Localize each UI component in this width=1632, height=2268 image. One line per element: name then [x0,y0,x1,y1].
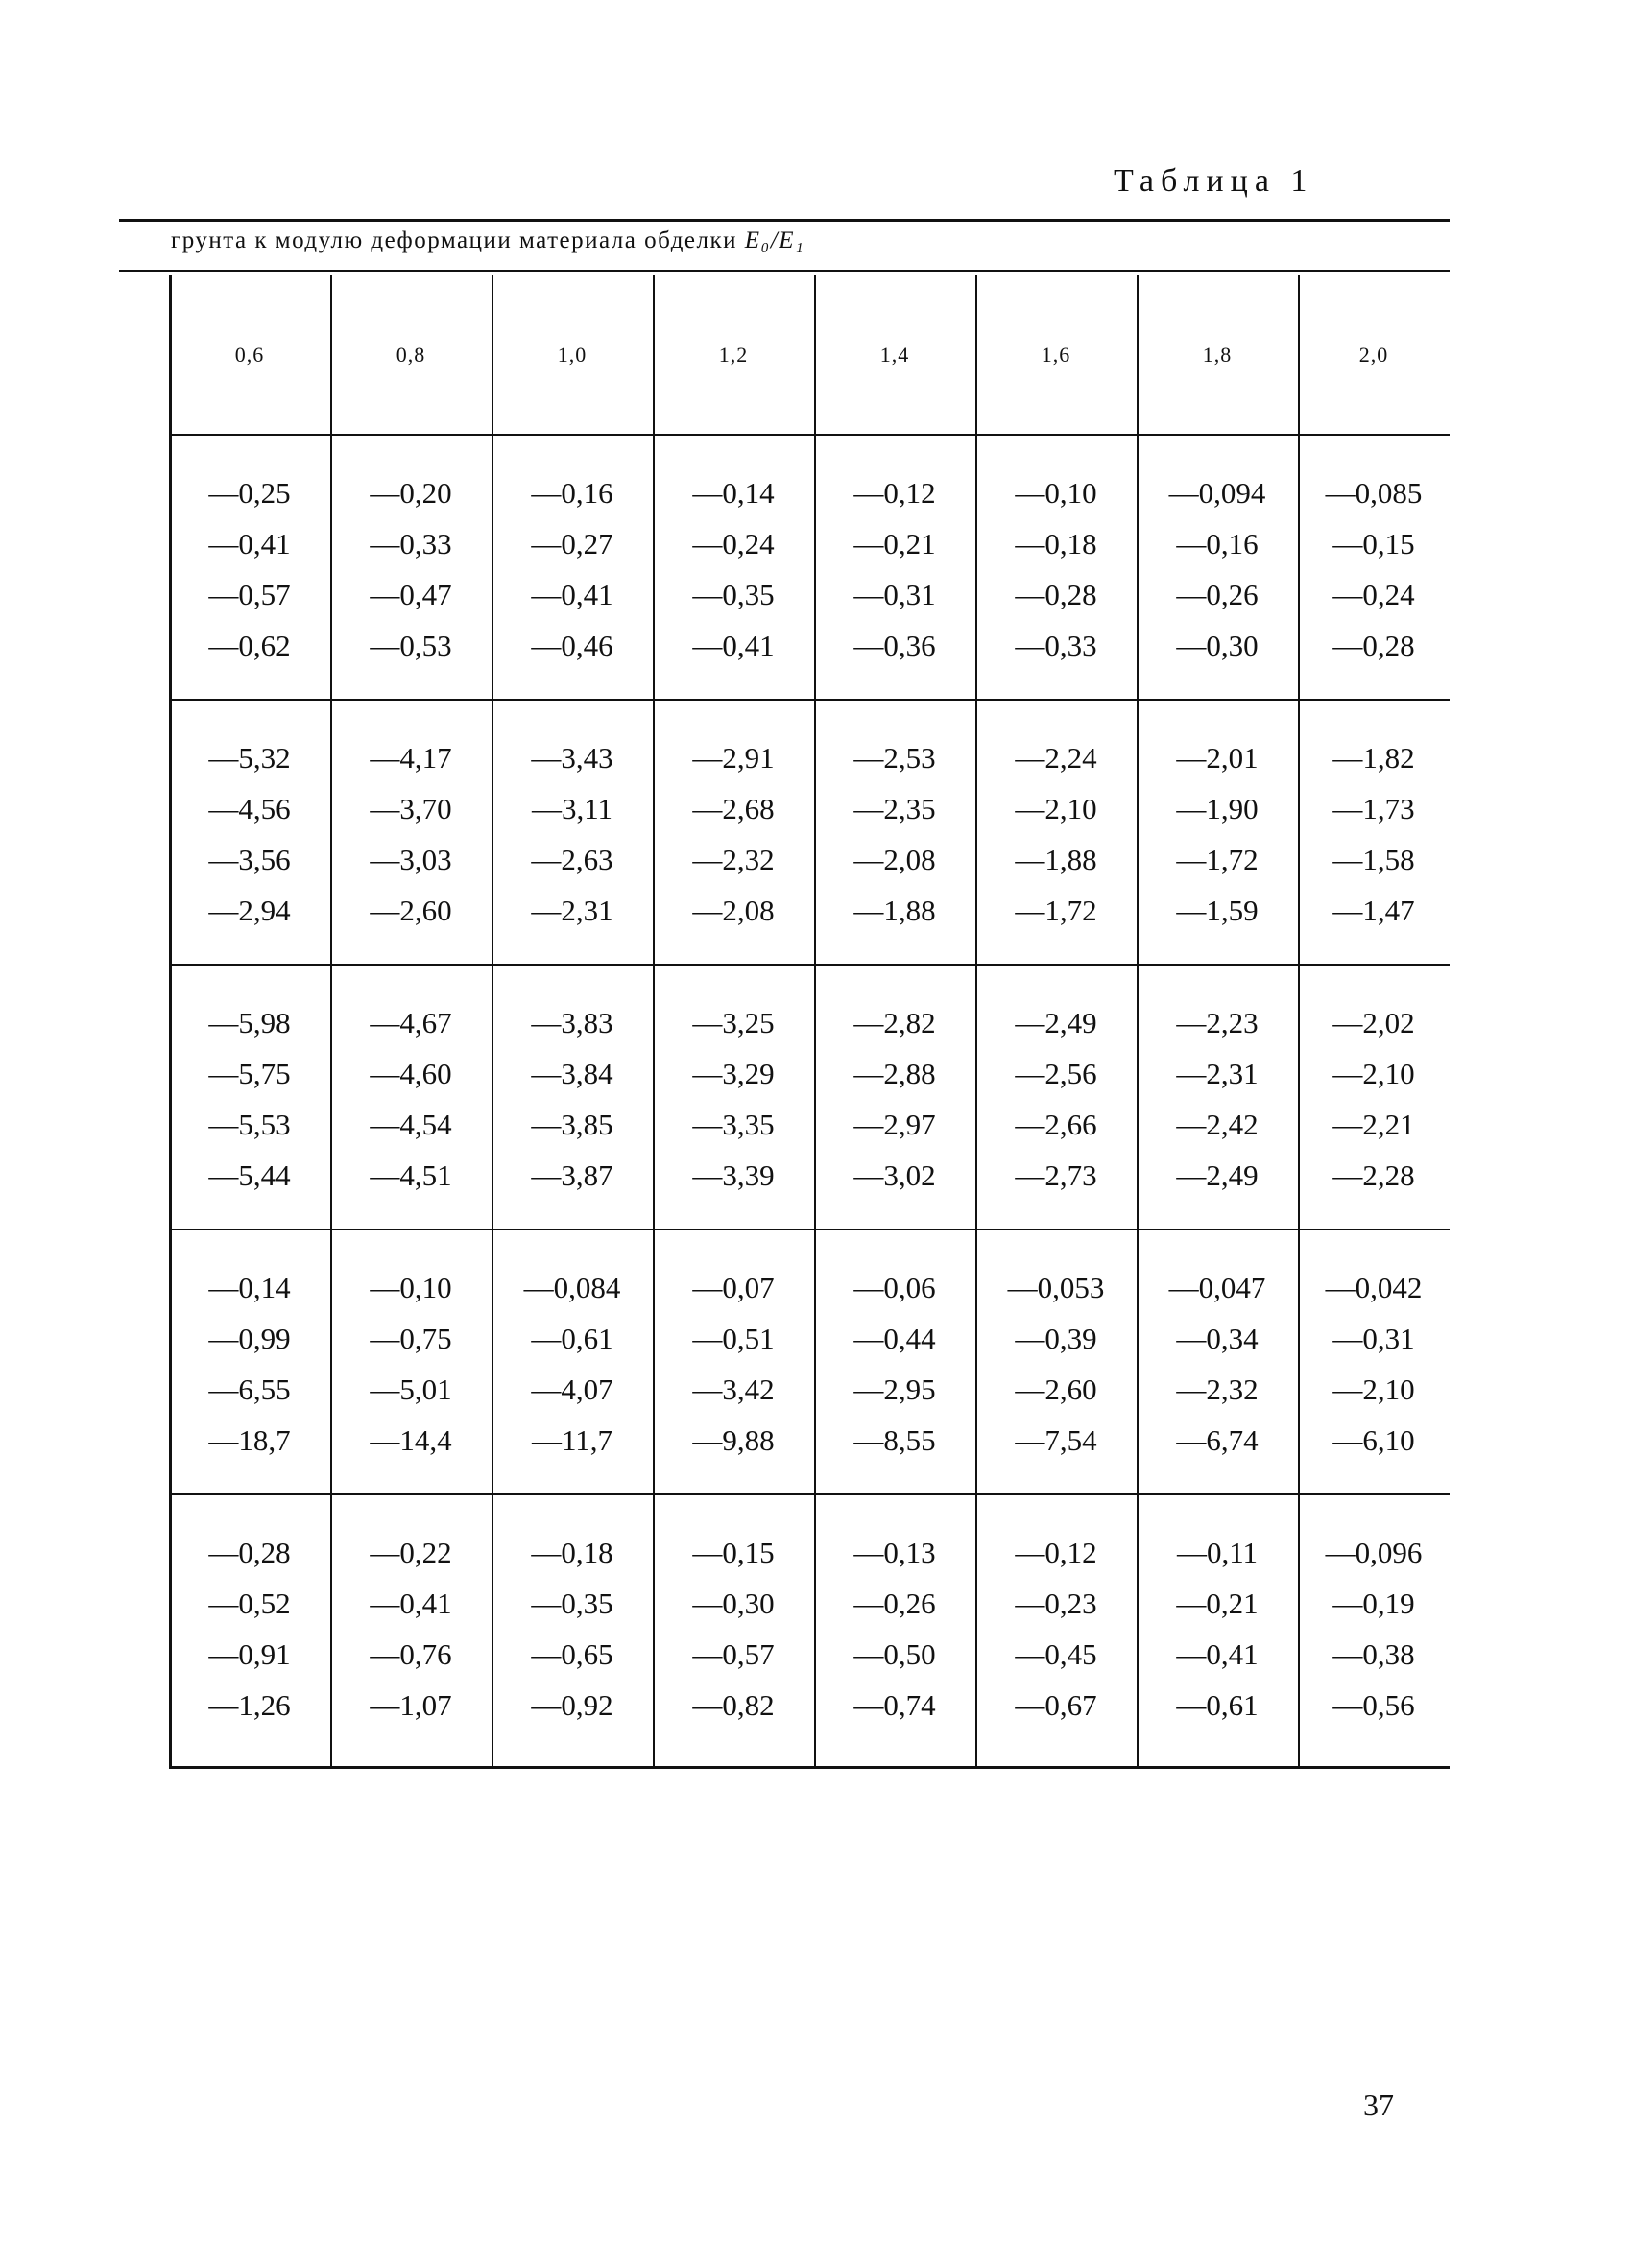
table-cell: —0,084 [523,1271,621,1304]
table-cell: —5,32 [208,741,291,775]
table-cell: —2,66 [1015,1108,1097,1141]
table-cell: —2,97 [853,1108,936,1141]
table-cell: —0,82 [692,1688,775,1722]
table-cell: —0,16 [531,476,613,510]
table-cell: —18,7 [208,1423,291,1457]
table-cell: —0,15 [1332,527,1415,561]
table-cell: —3,43 [531,741,613,775]
table-cell: —0,14 [692,476,775,510]
table-cell: —2,31 [1176,1057,1259,1090]
table-cell: —0,92 [531,1688,613,1722]
table-cell: —2,82 [853,1006,936,1039]
caption-rule [119,270,1450,272]
group-divider [169,699,1450,701]
table-cell: —2,35 [853,792,936,825]
column-header: 1,6 [1041,343,1071,367]
column-header: 2,0 [1358,343,1389,367]
table-cell: —4,54 [370,1108,452,1141]
table-cell: —5,98 [208,1006,291,1039]
table-cell: —0,25 [208,476,291,510]
column-header: 0,8 [396,343,426,367]
column-header: 1,4 [879,343,910,367]
table-cell: —0,41 [208,527,291,561]
table-cell: —0,07 [692,1271,775,1304]
table-cell: —1,07 [370,1688,452,1722]
table-cell: —2,49 [1176,1158,1259,1192]
top-rule [119,219,1450,222]
table-cell: —0,11 [1176,1536,1259,1569]
table-cell: —3,03 [370,843,452,876]
table-cell: —0,14 [208,1271,291,1304]
table-cell: —0,30 [1176,629,1259,662]
table-cell: —3,56 [208,843,291,876]
table-cell: —1,73 [1332,792,1415,825]
table-cell: —0,61 [531,1322,613,1355]
table-cell: —0,41 [692,629,775,662]
table-cell: —0,39 [1015,1322,1097,1355]
table-cell: —0,35 [531,1587,613,1620]
table-cell: —0,41 [531,578,613,611]
table-cell: —2,94 [208,894,291,927]
page-number: 37 [1363,2088,1394,2122]
table-cell: —3,25 [692,1006,775,1039]
table-cell: —3,83 [531,1006,613,1039]
table-cell: —0,62 [208,629,291,662]
table-cell: —0,28 [1015,578,1097,611]
table-cell: —7,54 [1015,1423,1097,1457]
table-cell: —2,68 [692,792,775,825]
table-cell: —2,49 [1015,1006,1097,1039]
table-cell: —2,42 [1176,1108,1259,1141]
table-cell: —0,61 [1176,1688,1259,1722]
table-cell: —0,26 [1176,578,1259,611]
table-cell: —0,047 [1168,1271,1266,1304]
table-cell: —2,73 [1015,1158,1097,1192]
table-cell: —3,70 [370,792,452,825]
table-cell: —2,10 [1332,1373,1415,1406]
table-cell: —2,56 [1015,1057,1097,1090]
table-bottom-rule [169,1766,1450,1769]
table-cell: —2,60 [1015,1373,1097,1406]
table-cell: —0,91 [208,1637,291,1671]
table-cell: —3,29 [692,1057,775,1090]
table-cell: —0,41 [1176,1637,1259,1671]
table-cell: —0,30 [692,1587,775,1620]
table-cell: —3,11 [531,792,613,825]
table-cell: —3,42 [692,1373,775,1406]
table-cell: —2,91 [692,741,775,775]
table-cell: —5,53 [208,1108,291,1141]
table-cell: —0,28 [208,1536,291,1569]
table-cell: —0,16 [1176,527,1259,561]
table-cell: —0,36 [853,629,936,662]
table-cell: —0,26 [853,1587,936,1620]
table-cell: —2,31 [531,894,613,927]
table-cell: —0,38 [1332,1637,1415,1671]
table-cell: —3,35 [692,1108,775,1141]
table-cell: —0,096 [1325,1536,1423,1569]
table-cell: —6,74 [1176,1423,1259,1457]
table-cell: —0,41 [370,1587,452,1620]
table-cell: —6,10 [1332,1423,1415,1457]
table-cell: —11,7 [531,1423,613,1457]
table-cell: —8,55 [853,1423,936,1457]
table-caption [171,227,804,254]
caption-formula: E₀/E₁ [744,227,805,253]
table-cell: —0,18 [531,1536,613,1569]
table-cell: —2,08 [853,843,936,876]
table-cell: —3,39 [692,1158,775,1192]
table-cell: —1,72 [1176,843,1259,876]
table-cell: —0,46 [531,629,613,662]
table-cell: —2,60 [370,894,452,927]
table-cell: —0,53 [370,629,452,662]
table-cell: —2,10 [1332,1057,1415,1090]
table-cell: —5,75 [208,1057,291,1090]
table-cell: —0,52 [208,1587,291,1620]
header-rule [169,434,1450,436]
table-cell: —0,13 [853,1536,936,1569]
table-cell: —0,67 [1015,1688,1097,1722]
table-cell: —0,27 [531,527,613,561]
table-cell: —2,01 [1176,741,1259,775]
table-cell: —0,99 [208,1322,291,1355]
table-cell: —2,21 [1332,1108,1415,1141]
table-cell: —4,56 [208,792,291,825]
table-cell: —1,47 [1332,894,1415,927]
table-cell: —2,63 [531,843,613,876]
table-cell: —2,88 [853,1057,936,1090]
table-cell: —0,22 [370,1536,452,1569]
table-cell: —1,88 [1015,843,1097,876]
table-cell: —0,053 [1007,1271,1105,1304]
table-cell: —0,47 [370,578,452,611]
table-cell: —0,57 [208,578,291,611]
group-divider [169,1493,1450,1495]
table-cell: —1,88 [853,894,936,927]
table-cell: —3,85 [531,1108,613,1141]
table-cell: —0,76 [370,1637,452,1671]
table-cell: —2,23 [1176,1006,1259,1039]
table-cell: —0,24 [1332,578,1415,611]
table-cell: —0,19 [1332,1587,1415,1620]
table-cell: —2,08 [692,894,775,927]
table-cell: —0,34 [1176,1322,1259,1355]
table-cell: —0,24 [692,527,775,561]
table-cell: —0,74 [853,1688,936,1722]
table-cell: —5,44 [208,1158,291,1192]
table-cell: —4,07 [531,1373,613,1406]
table-cell: —4,17 [370,741,452,775]
column-header: 0,6 [234,343,265,367]
table-cell: —0,20 [370,476,452,510]
table-cell: —2,02 [1332,1006,1415,1039]
table-cell: —0,12 [1015,1536,1097,1569]
column-header: 1,8 [1202,343,1233,367]
table-cell: —3,84 [531,1057,613,1090]
table-cell: —0,51 [692,1322,775,1355]
table-cell: —1,59 [1176,894,1259,927]
table-cell: —1,26 [208,1688,291,1722]
table-cell: —0,31 [1332,1322,1415,1355]
table-cell: —14,4 [370,1423,452,1457]
table-cell: —4,51 [370,1158,452,1192]
table-cell: —0,085 [1325,476,1423,510]
table-cell: —0,44 [853,1322,936,1355]
table-cell: —3,02 [853,1158,936,1192]
table-cell: —0,33 [1015,629,1097,662]
table-cell: —0,094 [1168,476,1266,510]
table-cell: —0,12 [853,476,936,510]
table-cell: —0,57 [692,1637,775,1671]
table-cell: —0,33 [370,527,452,561]
data-table [169,275,1450,1769]
table-cell: —3,87 [531,1158,613,1192]
table-cell: —0,31 [853,578,936,611]
table-cell: —0,45 [1015,1637,1097,1671]
table-cell: —5,01 [370,1373,452,1406]
table-cell: —4,60 [370,1057,452,1090]
group-divider [169,964,1450,966]
table-cell: —4,67 [370,1006,452,1039]
table-cell: —0,10 [1015,476,1097,510]
group-divider [169,1229,1450,1230]
table-cell: —0,65 [531,1637,613,1671]
table-cell: —2,32 [692,843,775,876]
table-cell: —0,75 [370,1322,452,1355]
table-cell: —1,58 [1332,843,1415,876]
table-cell: —0,042 [1325,1271,1423,1304]
table-cell: —1,82 [1332,741,1415,775]
table-cell: —1,72 [1015,894,1097,927]
table-cell: —2,10 [1015,792,1097,825]
table-cell: —0,23 [1015,1587,1097,1620]
table-cell: —0,15 [692,1536,775,1569]
table-cell: —0,21 [1176,1587,1259,1620]
table-cell: —9,88 [692,1423,775,1457]
table-cell: —0,10 [370,1271,452,1304]
table-cell: —6,55 [208,1373,291,1406]
table-cell: —2,24 [1015,741,1097,775]
table-cell: —2,95 [853,1373,936,1406]
table-cell: —0,18 [1015,527,1097,561]
table-cell: —0,21 [853,527,936,561]
table-cell: —0,35 [692,578,775,611]
table-label: Таблица 1 [1114,163,1314,199]
table-cell: —0,56 [1332,1688,1415,1722]
table-cell: —0,28 [1332,629,1415,662]
table-cell: —2,32 [1176,1373,1259,1406]
table-cell: —2,28 [1332,1158,1415,1192]
table-cell: —2,53 [853,741,936,775]
table-cell: —0,50 [853,1637,936,1671]
table-cell: —1,90 [1176,792,1259,825]
table-cell: —0,06 [853,1271,936,1304]
caption-text: грунта к модулю деформации материала обделки [171,227,738,253]
column-header: 1,2 [718,343,749,367]
column-header: 1,0 [557,343,588,367]
